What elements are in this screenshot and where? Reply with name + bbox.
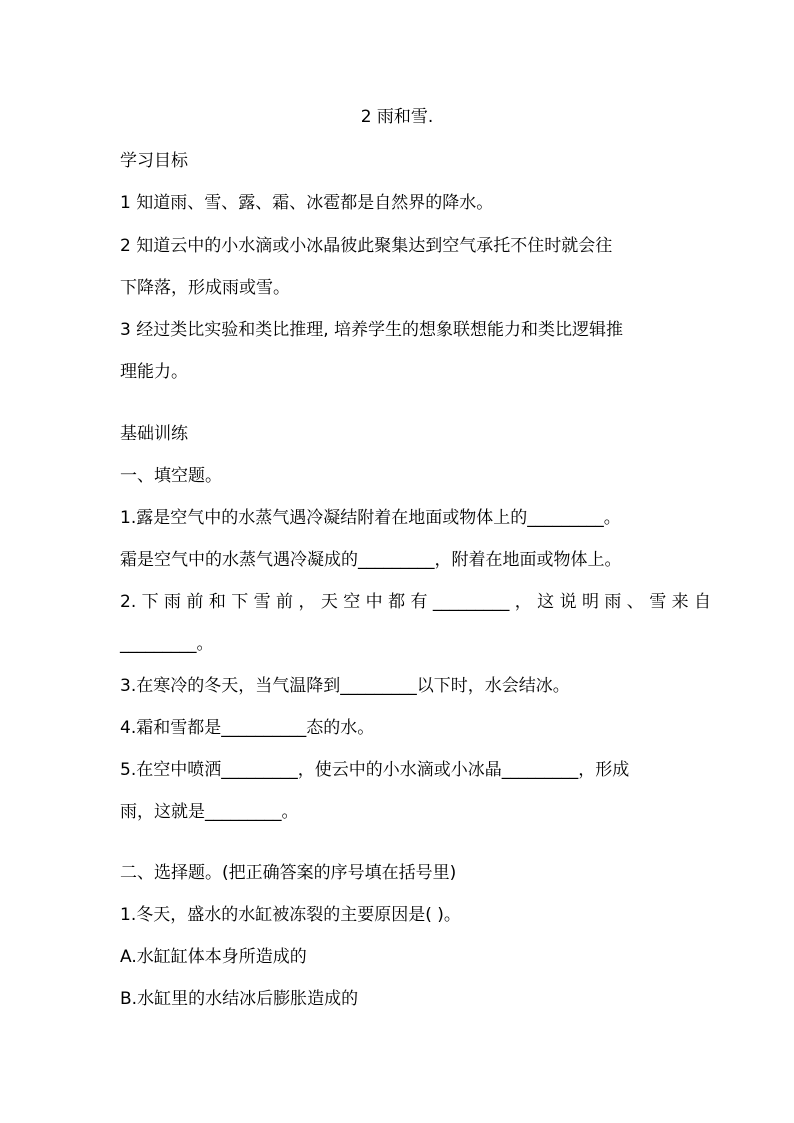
objective-line-3-cont: 理能力。 (120, 362, 188, 382)
choice-question-1: 1.冬天，盛水的水缸被冻裂的主要原因是( )。 (120, 905, 461, 925)
objective-line-3: 3 经过类比实验和类比推理, 培养学生的想象联想能力和类比逻辑推 (120, 320, 624, 340)
choice-option-a: A.水缸缸体本身所造成的 (120, 947, 307, 967)
fill-question-5-cont: 雨，这就是_________。 (120, 802, 299, 822)
fill-question-1-cont: 霜是空气中的水蒸气遇冷凝成的_________，附着在地面或物体上。 (120, 550, 622, 570)
fill-question-4: 4.霜和雪都是__________态的水。 (120, 718, 375, 738)
fill-section-heading: 一、填空题。 (120, 466, 222, 486)
objective-line-1: 1 知道雨、雪、露、霜、冰雹都是自然界的降水。 (120, 193, 494, 213)
objective-line-2-cont: 下降落，形成雨或雪。 (120, 278, 290, 298)
choice-section-heading: 二、选择题。(把正确答案的序号填在括号里) (120, 863, 457, 883)
fill-question-2-cont: _________。 (120, 634, 214, 654)
fill-question-2: 2. 下 雨 前 和 下 雪 前 ， 天 空 中 都 有 _________ ， 这 说 明 雨 、 雪 来 自 (120, 592, 712, 612)
fill-question-5: 5.在空中喷洒_________，使云中的小水滴或小冰晶_________，形成 (120, 760, 630, 780)
fill-question-3: 3.在寒冷的冬天，当气温降到_________以下时，水会结冰。 (120, 676, 570, 696)
objective-line-2: 2 知道云中的小水滴或小冰晶彼此聚集达到空气承托不住时就会往 (120, 236, 613, 256)
fill-question-1: 1.露是空气中的水蒸气遇冷凝结附着在地面或物体上的_________。 (120, 508, 621, 528)
page-title: 2 雨和雪. (360, 107, 434, 127)
objectives-heading: 学习目标 (120, 151, 188, 171)
choice-option-b: B.水缸里的水结冰后膨胀造成的 (120, 989, 359, 1009)
training-heading: 基础训练 (120, 424, 188, 444)
